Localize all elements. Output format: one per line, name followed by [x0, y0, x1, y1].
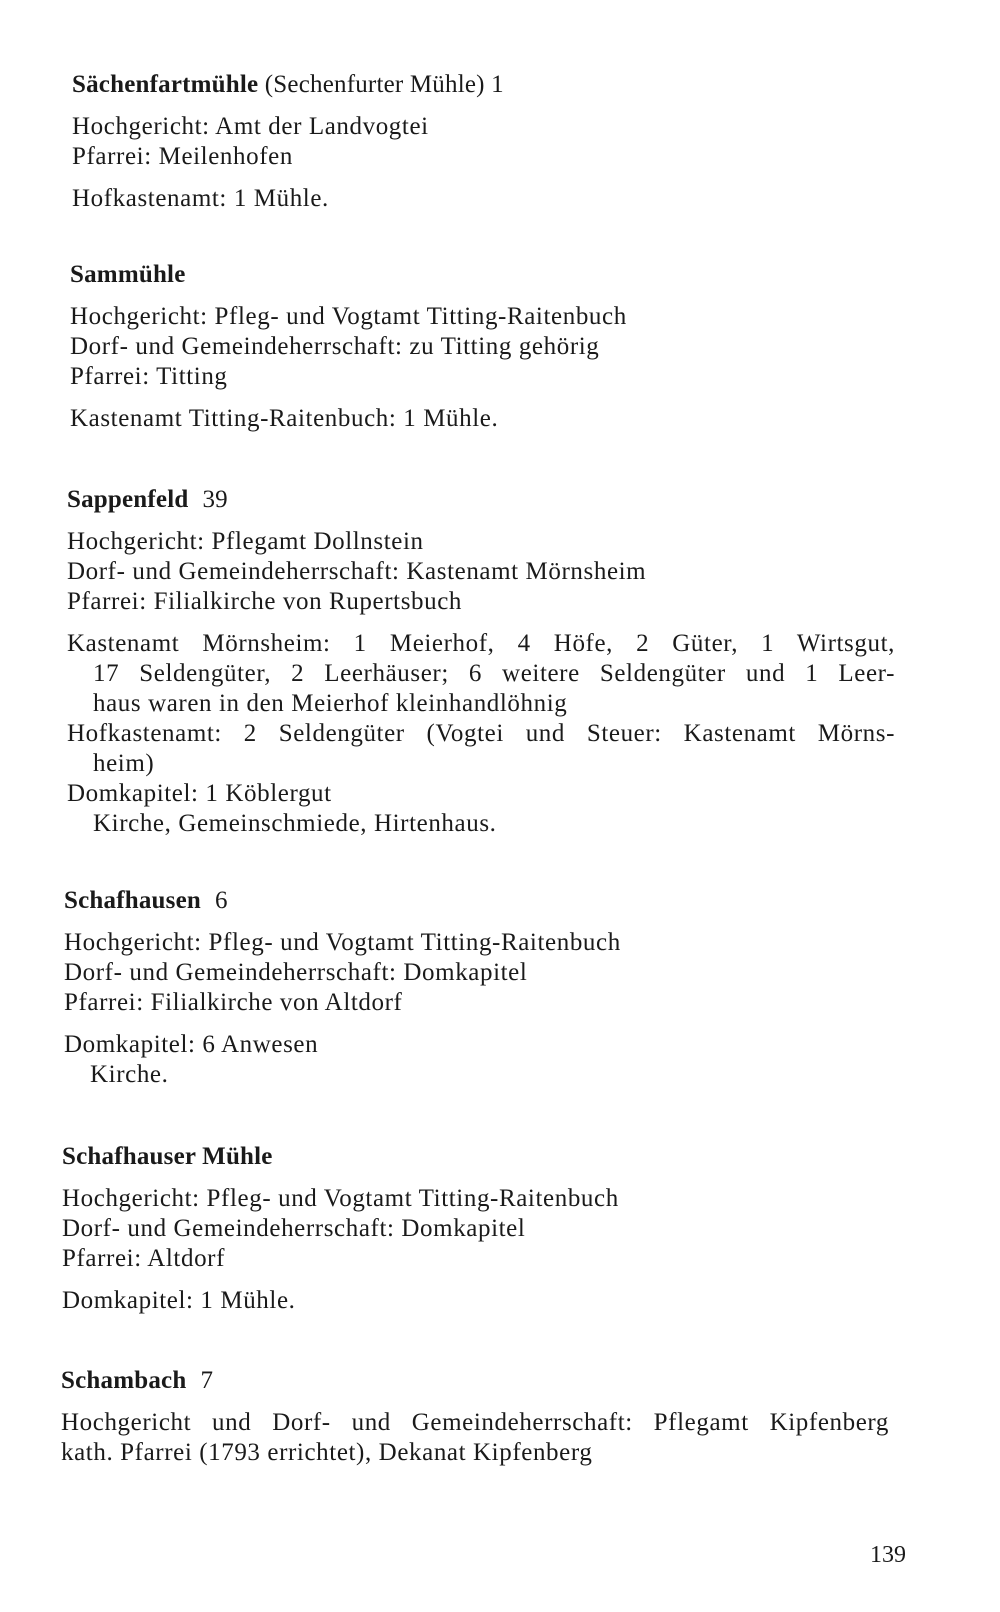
jurisdiction-line: Hochgericht: Pfleg- und Vogtamt Titting-Raitenbuch [64, 929, 621, 956]
lordship-line: Dorf- und Gemeindeherrschaft: Kastenamt Mörnsheim [67, 558, 647, 585]
jurisdiction-line: Hochgericht: Pflegamt Dollnstein [67, 528, 424, 555]
entry-schambach [61, 1366, 889, 1468]
entry-saechenfartmuehle [72, 70, 932, 214]
entry-schafhauser-muehle [62, 1142, 922, 1316]
page-number: 139 [870, 1542, 906, 1568]
holding-line: heim) [93, 750, 155, 777]
holding-line: Kirche. [90, 1061, 169, 1088]
parish-line: Pfarrei: Altdorf [62, 1245, 226, 1272]
holding-line: Domkapitel: 1 Köblergut [67, 780, 332, 807]
lordship-line: Dorf- und Gemeindeherrschaft: Domkapitel [64, 959, 528, 986]
holding-line: Kastenamt Titting-Raitenbuch: 1 Mühle. [70, 405, 499, 432]
parish-line: kath. Pfarrei (1793 errichtet), Dekanat Kipfenberg [61, 1439, 593, 1466]
place-name: Schafhauser Mühle [62, 1143, 273, 1170]
place-count: 39 [202, 486, 228, 513]
entry-title [64, 886, 924, 916]
entry-title [72, 70, 932, 100]
entry-title [70, 260, 930, 290]
holding-line: Hofkastenamt: 2 Seldengüter (Vogtei und Steuer: Kastenamt Mörns- [67, 720, 895, 747]
holding-line: Hofkastenamt: 1 Mühle. [72, 185, 329, 212]
parish-line: Pfarrei: Filialkirche von Rupertsbuch [67, 588, 463, 615]
entry-sammuehle [70, 260, 930, 434]
place-name: Sappenfeld [67, 486, 189, 513]
place-name: Sammühle [70, 261, 186, 288]
jurisdiction-line: Hochgericht: Pfleg- und Vogtamt Titting-Raitenbuch [70, 303, 627, 330]
holding-line: haus waren in den Meierhof kleinhandlöhnig [93, 690, 568, 717]
entry-schafhausen [64, 886, 924, 1090]
holding-line: Domkapitel: 6 Anwesen [64, 1031, 319, 1058]
place-name: Schambach [61, 1367, 187, 1394]
parish-line: Pfarrei: Meilenhofen [72, 143, 293, 170]
entry-sappenfeld [67, 485, 895, 839]
entry-title [67, 485, 895, 515]
jurisdiction-line: Hochgericht und Dorf- und Gemeindeherrschaft: Pflegamt Kipfenberg [61, 1409, 889, 1436]
holding-line: Domkapitel: 1 Mühle. [62, 1287, 296, 1314]
parish-line: Pfarrei: Filialkirche von Altdorf [64, 989, 403, 1016]
entry-title [61, 1366, 889, 1396]
place-count: 6 [214, 887, 228, 914]
jurisdiction-line: Hochgericht: Amt der Landvogtei [72, 113, 429, 140]
place-alt-name: (Sechenfurter Mühle) 1 [264, 71, 504, 98]
parish-line: Pfarrei: Titting [70, 363, 228, 390]
holding-line: 17 Seldengüter, 2 Leerhäuser; 6 weitere Seldengüter und 1 Leer- [93, 660, 895, 687]
lordship-line: Dorf- und Gemeindeherrschaft: Domkapitel [62, 1215, 526, 1242]
place-count: 7 [200, 1367, 214, 1394]
holding-line: Kirche, Gemeinschmiede, Hirtenhaus. [93, 810, 497, 837]
lordship-line: Dorf- und Gemeindeherrschaft: zu Titting gehörig [70, 333, 600, 360]
place-name: Schafhausen [64, 887, 201, 914]
entry-title [62, 1142, 922, 1172]
holding-line: Kastenamt Mörnsheim: 1 Meierhof, 4 Höfe, 2 Güter, 1 Wirtsgut, [67, 630, 895, 657]
place-name: Sächenfartmühle [72, 71, 259, 98]
jurisdiction-line: Hochgericht: Pfleg- und Vogtamt Titting-Raitenbuch [62, 1185, 619, 1212]
